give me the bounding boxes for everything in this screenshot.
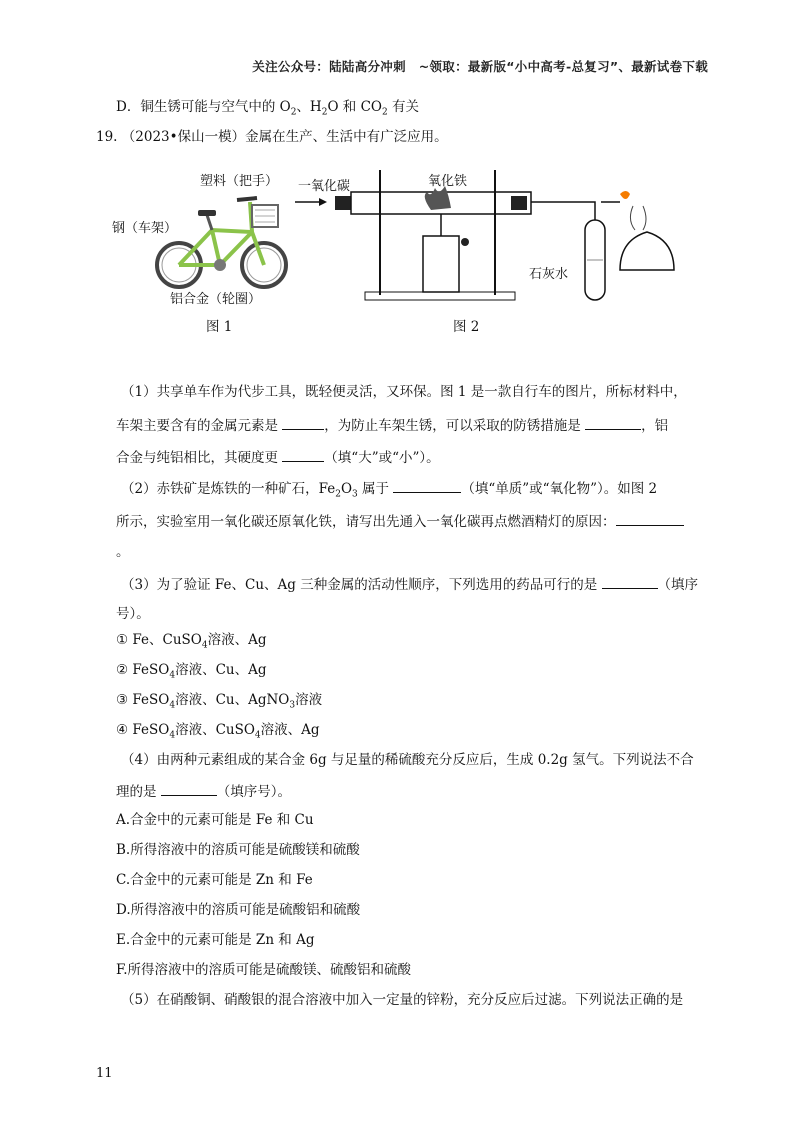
part2-line2: 所示，实验室用一氧化碳还原氧化铁，请写出先通入一氧化碳再点燃酒精灯的原因： bbox=[116, 511, 684, 532]
label-iron-oxide: 氧化铁 bbox=[428, 174, 468, 189]
part3-option-3: ③ FeSO$_4$溶液、Cu、AgNO$_3$溶液 bbox=[116, 692, 323, 711]
answer-blank[interactable] bbox=[393, 478, 461, 493]
answer-blank[interactable] bbox=[282, 447, 324, 462]
label-plastic-handle: 塑料（把手） bbox=[200, 174, 279, 189]
part4-choice-e: E.合金中的元素可能是 Zn 和 Ag bbox=[116, 932, 315, 948]
label-aluminum-rim: 铝合金（轮圈） bbox=[170, 292, 262, 307]
part4-line1: （4）由两种元素组成的某合金 6g 与足量的稀硫酸充分反应后，生成 0.2g 氢气。下列说法不合 bbox=[121, 752, 694, 768]
part2-line1: （2）赤铁矿是炼铁的一种矿石，$Fe_2O_3$ 属于 （填“单质”或“氧化物”）。如图 2 bbox=[121, 478, 657, 505]
part1-line3: 合金与纯铝相比，其硬度更 （填“大”或“小”）。 bbox=[116, 447, 440, 468]
label-steel-frame: 钢（车架） bbox=[112, 221, 178, 236]
part3-option-4: ④ FeSO$_4$溶液、CuSO$_4$溶液、Ag bbox=[116, 722, 320, 741]
label-limewater: 石灰水 bbox=[529, 267, 569, 282]
question-stem: 金属在生产、生活中有广泛应用。 bbox=[245, 129, 448, 145]
label-carbon-monoxide: 一氧化碳 bbox=[298, 179, 351, 194]
part4-choice-d: D.所得溶液中的溶质可能是硫酸铝和硫酸 bbox=[116, 902, 361, 918]
page-header: 关注公众号：陆陆高分冲刺 ~领取：最新版“小中高考-总复习”、最新试卷下载 bbox=[252, 59, 708, 74]
part1-line2: 车架主要含有的金属元素是 ，为防止车架生锈，可以采取的防锈措施是 ，铝 bbox=[116, 415, 668, 436]
page-number: 11 bbox=[96, 1066, 113, 1081]
part2-line3: 。 bbox=[116, 544, 130, 560]
question-heading bbox=[96, 127, 448, 147]
part4-choice-f: F.所得溶液中的溶质可能是硫酸镁、硫酸铝和硫酸 bbox=[116, 962, 412, 978]
part4-choice-a: A.合金中的元素可能是 Fe 和 Cu bbox=[116, 812, 314, 828]
answer-blank[interactable] bbox=[161, 781, 217, 796]
co-reduction-apparatus bbox=[295, 160, 675, 310]
figure-2-caption: 图 2 bbox=[453, 319, 480, 335]
part3-option-1: ① Fe、CuSO$_4$溶液、Ag bbox=[116, 632, 267, 651]
figure-2-apparatus bbox=[295, 160, 675, 310]
question-number: 19. bbox=[96, 129, 118, 145]
part3-line2: 号）。 bbox=[116, 606, 150, 622]
option-d-previous: D．铜生锈可能与空气中的 $O_2$、$H_2O$ 和 $CO_2$ 有关 bbox=[116, 99, 420, 118]
part4-choice-c: C.合金中的元素可能是 Zn 和 Fe bbox=[116, 872, 313, 888]
part1-line1: （1）共享单车作为代步工具，既轻便灵活，又环保。图 1 是一款自行车的图片，所标材料中， bbox=[121, 384, 687, 400]
answer-blank[interactable] bbox=[616, 511, 684, 526]
part4-line2: 理的是 （填序号）。 bbox=[116, 781, 291, 802]
answer-blank[interactable] bbox=[585, 415, 641, 430]
answer-blank[interactable] bbox=[282, 415, 324, 430]
figure-1-caption: 图 1 bbox=[206, 319, 233, 335]
figure-1-bicycle bbox=[112, 160, 302, 310]
part3-option-2: ② FeSO$_4$溶液、Cu、Ag bbox=[116, 662, 267, 681]
question-source: （2023•保山一模） bbox=[121, 129, 246, 145]
part3-line1: （3）为了验证 Fe、Cu、Ag 三种金属的活动性顺序，下列选用的药品可行的是 （填序 bbox=[121, 574, 698, 595]
answer-blank[interactable] bbox=[602, 574, 658, 589]
part4-choice-b: B.所得溶液中的溶质可能是硫酸镁和硫酸 bbox=[116, 842, 360, 858]
part5-line1: （5）在硝酸铜、硝酸银的混合溶液中加入一定量的锌粉，充分反应后过滤。下列说法正确的是 bbox=[121, 992, 684, 1008]
